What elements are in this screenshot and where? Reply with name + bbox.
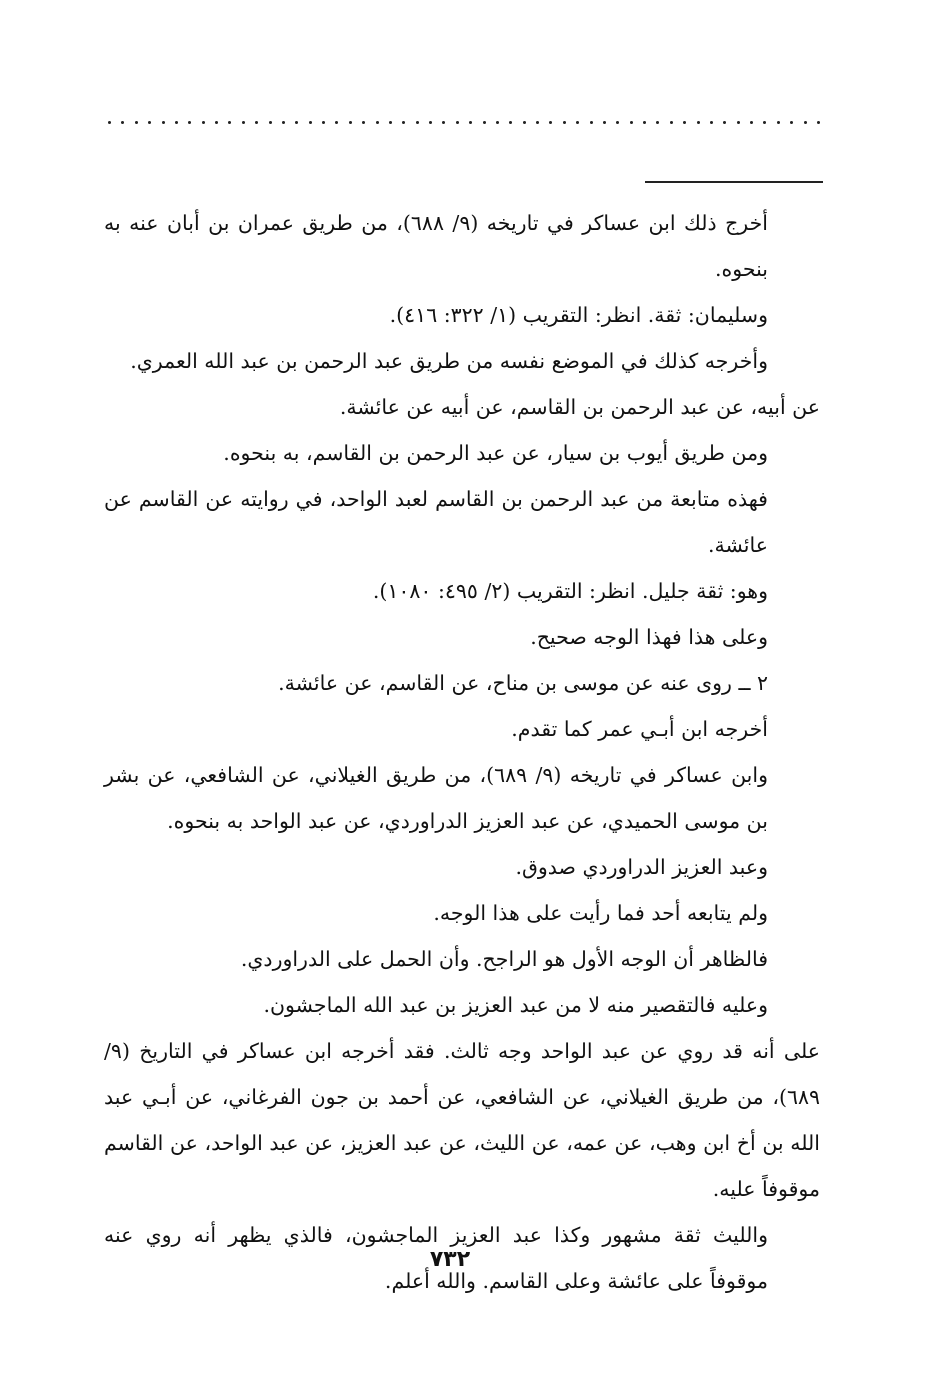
separator-dot [536,121,539,124]
page-number: ٧٣٢ [429,1247,471,1272]
body-text [104,200,820,1304]
separator-dot [670,121,673,124]
separator-dot [135,121,138,124]
separator-dot [523,121,526,124]
separator-dot [616,121,619,124]
separator-dot [509,121,512,124]
separator-dot [269,121,272,124]
separator-dot [777,121,780,124]
separator-dot [737,121,740,124]
dotted-separator [108,112,820,132]
separator-dot [202,121,205,124]
paragraph: وعليه فالتقصير منه لا من عبد العزيز بن عبد الله الماجشون. [263,993,768,1017]
separator-dot [590,121,593,124]
paragraph: وابن عساكر في تاريخه (٩/ ٦٨٩)، من طريق الغيلاني، عن الشافعي، عن بشر بن موسى الحميدي، عن عبد العزيز الدراوردي، عن عبد الواحد به بنحوه. [104,763,768,833]
paragraph: أخرج ذلك ابن عساكر في تاريخه (٩/ ٦٨٨)، من طريق عمران بن أبان عنه به بنحوه. [104,211,768,281]
separator-dot [469,121,472,124]
separator-dot [442,121,445,124]
separator-dot [309,121,312,124]
separator-dot [162,121,165,124]
separator-dot [108,121,111,124]
separator-dot [723,121,726,124]
paragraph: وسليمان: ثقة. انظر: التقريب (١/ ٣٢٢: ٤١٦). [389,303,768,327]
separator-dot [389,121,392,124]
separator-dot [643,121,646,124]
separator-dot [763,121,766,124]
separator-dot [255,121,258,124]
separator-dot [376,121,379,124]
separator-dot [683,121,686,124]
separator-dot [563,121,566,124]
separator-dot [576,121,579,124]
separator-dot [402,121,405,124]
paragraph: ولم يتابعه أحد فما رأيت على هذا الوجه. [433,901,768,925]
paragraph: فهذه متابعة من عبد الرحمن بن القاسم لعبد الواحد، في روايته عن القاسم عن عائشة. [104,487,768,557]
paragraph: وأخرجه كذلك في الموضع نفسه من طريق عبد الرحمن بن عبد الله العمري. [130,349,768,373]
separator-dot [335,121,338,124]
separator-dot [215,121,218,124]
separator-dot [750,121,753,124]
separator-dot [148,121,151,124]
separator-dot [295,121,298,124]
paragraph: أخرجه ابن أبـي عمر كما تقدم. [511,717,768,741]
footnote-rule [645,181,823,183]
separator-dot [121,121,124,124]
paragraph: وعبد العزيز الدراوردي صدوق. [515,855,768,879]
separator-dot [790,121,793,124]
paragraph: ومن طريق أيوب بن سيار، عن عبد الرحمن بن القاسم، به بنحوه. [223,441,768,465]
separator-dot [416,121,419,124]
paragraph: والليث ثقة مشهور وكذا عبد العزيز الماجشون، فالذي يظهر أنه روي عنه موقوفاً على عائشة وعلى القاسم. والله أعلم. [104,1223,768,1293]
paragraph: على أنه قد روي عن عبد الواحد وجه ثالث. فقد أخرجه ابن عساكر في التاريخ (٩/ ٦٨٩)، من طريق الغيلاني، عن الشافعي، عن أحمد بن جون الفرغاني، عن أبـي عبد الله بن أخ ابن وهب، عن عمه، عن الليث، عن عبد العزيز، عن عبد الواحد، عن القاسم موقوفاً عليه. [104,1039,820,1201]
separator-dot [697,121,700,124]
separator-dot [228,121,231,124]
separator-dot [456,121,459,124]
paragraph: وهو: ثقة جليل. انظر: التقريب (٢/ ٤٩٥: ١٠٨٠). [372,579,768,603]
separator-dot [282,121,285,124]
paragraph: عن أبيه، عن عبد الرحمن بن القاسم، عن أبيه عن عائشة. [339,395,820,419]
separator-dot [603,121,606,124]
paragraph: وعلى هذا فهذا الوجه صحيح. [530,625,768,649]
separator-dot [188,121,191,124]
separator-dot [349,121,352,124]
separator-dot [817,121,820,124]
separator-dot [362,121,365,124]
separator-dot [804,121,807,124]
separator-dot [242,121,245,124]
separator-dot [429,121,432,124]
paragraph: ٢ ــ روى عنه عن موسى بن مناح، عن القاسم، عن عائشة. [278,671,768,695]
separator-dot [483,121,486,124]
separator-dot [549,121,552,124]
separator-dot [175,121,178,124]
separator-dot [656,121,659,124]
separator-dot [630,121,633,124]
separator-dot [322,121,325,124]
paragraph: فالظاهر أن الوجه الأول هو الراجح. وأن الحمل على الدراوردي. [240,947,768,971]
separator-dot [496,121,499,124]
separator-dot [710,121,713,124]
